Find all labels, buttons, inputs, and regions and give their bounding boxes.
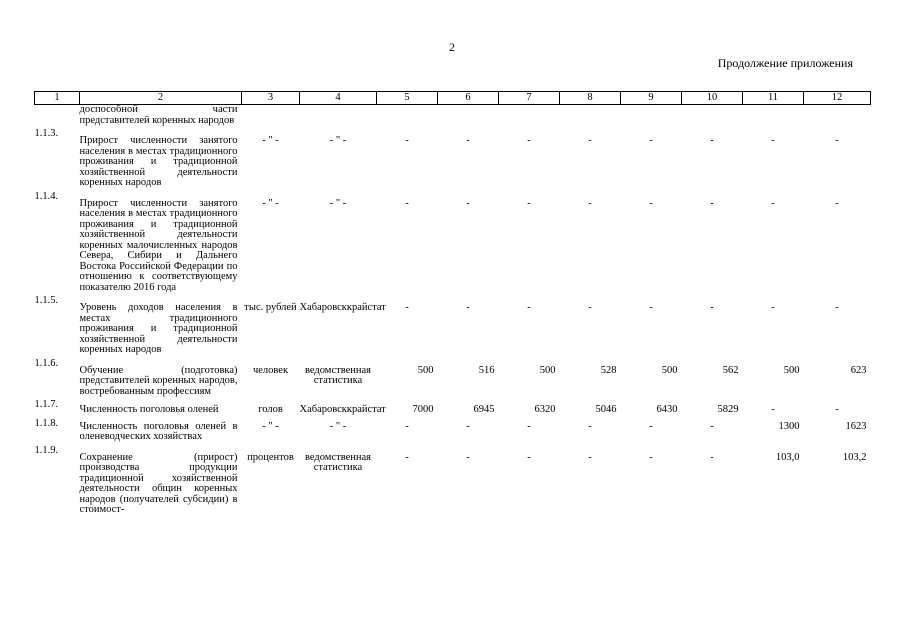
source-cell: [300, 105, 377, 127]
value-cell: -: [710, 302, 714, 313]
value-cell: -: [405, 197, 409, 209]
table-row: [35, 356, 871, 398]
value-cell: -: [588, 451, 592, 463]
header-cell: 3: [242, 92, 300, 105]
value-cell: 500: [539, 364, 556, 376]
indicator-name: Прирост численности занятого населения в местах традиционного проживания и традиционной хозяйственной деятельности коренных малочисленных народов Севера, Сибири и Дальнего Востока Российской Федерации по отношению к соответствующему показателю 2016 года: [79, 197, 238, 293]
source-cell: ведомственная статистика: [305, 451, 371, 473]
value-cell: -: [649, 135, 653, 146]
source-cell: ведомственная статистика: [305, 364, 371, 386]
row-number: 1.1.3.: [34, 128, 59, 139]
table-row: [35, 397, 871, 416]
value-cell: -: [835, 404, 839, 415]
row-number: [35, 105, 80, 127]
source-cell: - " -: [329, 197, 347, 209]
value-cell: 6945: [473, 404, 495, 415]
value-cell: -: [835, 302, 839, 313]
indicator-name: Численность поголовья оленей: [79, 404, 219, 415]
unit-cell: - " -: [262, 420, 279, 432]
row-number: 1.1.8.: [34, 417, 59, 429]
value-cell: 5829: [717, 404, 739, 415]
row-number: 1.1.4.: [34, 190, 59, 202]
table-row: [35, 416, 871, 443]
value-cell: 7000: [412, 404, 434, 415]
value-cell: 6430: [656, 404, 678, 415]
indicator-name: Прирост численности занятого населения в местах традиционного проживания и традиционной хозяйственной деятельности коренных народов: [79, 135, 238, 188]
value-cell: -: [710, 420, 714, 432]
value-cell: 623: [850, 364, 867, 376]
continuation-label: Продолжение приложения: [717, 56, 853, 70]
source-cell: Хабаровсккрайстат: [299, 404, 386, 415]
unit-cell: голов: [258, 404, 283, 415]
unit-cell: человек: [252, 364, 289, 376]
header-cell: 9: [621, 92, 682, 105]
value-cell: -: [649, 197, 653, 209]
value-cell: -: [527, 451, 531, 463]
value-cell: -: [405, 302, 409, 313]
value-cell: [377, 105, 438, 127]
value-cell: -: [527, 420, 531, 432]
value-cell: 1300: [778, 420, 800, 432]
value-cell: -: [405, 451, 409, 463]
value-cell: -: [405, 135, 409, 146]
table-row: [35, 105, 871, 127]
unit-cell: процентов: [247, 451, 294, 463]
indicator-table: [34, 91, 871, 516]
value-cell: -: [771, 404, 775, 415]
indicator-name: Численность поголовья оленей в оленеводческих хозяйствах: [79, 420, 238, 442]
indicator-name: Уровень доходов населения в местах традиционного проживания и традиционной хозяйственной деятельности коренных народов: [79, 302, 238, 355]
value-cell: -: [405, 420, 409, 432]
table-row: [35, 126, 871, 189]
value-cell: -: [710, 451, 714, 463]
value-cell: 5046: [595, 404, 617, 415]
value-cell: [743, 105, 804, 127]
header-cell: 4: [300, 92, 377, 105]
source-cell: - " -: [329, 420, 347, 432]
header-cell: 6: [438, 92, 499, 105]
value-cell: -: [710, 135, 714, 146]
table-row: [35, 293, 871, 356]
value-cell: 6320: [534, 404, 556, 415]
value-cell: 103,2: [842, 451, 867, 463]
value-cell: 500: [783, 364, 800, 376]
value-cell: 528: [600, 364, 617, 376]
value-cell: 500: [661, 364, 678, 376]
source-cell: Хабаровсккрайстат: [299, 302, 386, 313]
header-cell: 10: [682, 92, 743, 105]
table-header-row: [35, 92, 871, 105]
row-number: 1.1.5.: [34, 295, 59, 306]
value-cell: -: [771, 135, 775, 146]
value-cell: -: [527, 135, 531, 146]
value-cell: -: [771, 302, 775, 313]
value-cell: -: [588, 420, 592, 432]
unit-cell: - " -: [262, 197, 279, 209]
value-cell: -: [649, 302, 653, 313]
value-cell: [560, 105, 621, 127]
value-cell: -: [466, 135, 470, 146]
unit-cell: - " -: [262, 135, 279, 146]
value-cell: -: [649, 451, 653, 463]
value-cell: -: [466, 420, 470, 432]
value-cell: -: [466, 451, 470, 463]
indicator-name: Обучение (подготовка) представителей коренных народов, востребованным профессиям: [79, 364, 238, 397]
header-cell: 2: [80, 92, 242, 105]
value-cell: 103,0: [775, 451, 800, 463]
value-cell: -: [835, 135, 839, 146]
row-number: 1.1.7.: [34, 399, 59, 410]
header-cell: 7: [499, 92, 560, 105]
value-cell: 500: [417, 364, 434, 376]
page-number: 2: [449, 40, 455, 54]
header-cell: 1: [35, 92, 80, 105]
value-cell: 1623: [845, 420, 867, 432]
row-number: 1.1.9.: [34, 444, 59, 456]
value-cell: 562: [722, 364, 739, 376]
indicator-name: доспособной части представителей коренных народов: [79, 104, 238, 126]
value-cell: -: [649, 420, 653, 432]
header-cell: 5: [377, 92, 438, 105]
value-cell: [438, 105, 499, 127]
value-cell: 516: [478, 364, 495, 376]
header-cell: 11: [743, 92, 804, 105]
value-cell: [804, 105, 871, 127]
value-cell: -: [527, 302, 531, 313]
value-cell: -: [835, 197, 839, 209]
unit-cell: [242, 105, 300, 127]
value-cell: -: [527, 197, 531, 209]
value-cell: -: [588, 135, 592, 146]
header-cell: 8: [560, 92, 621, 105]
value-cell: -: [771, 197, 775, 209]
value-cell: [682, 105, 743, 127]
source-cell: - " -: [329, 135, 347, 146]
table-row: [35, 443, 871, 516]
row-number: 1.1.6.: [34, 357, 59, 369]
value-cell: [499, 105, 560, 127]
value-cell: -: [588, 197, 592, 209]
value-cell: [621, 105, 682, 127]
indicator-name: Сохранение (прирост) производства продукции традиционной хозяйственной деятельности общин коренных народов (получателей субсидии) в стоимост-: [79, 451, 238, 515]
value-cell: -: [710, 197, 714, 209]
value-cell: -: [588, 302, 592, 313]
value-cell: -: [466, 302, 470, 313]
header-cell: 12: [804, 92, 871, 105]
unit-cell: тыс. рублей: [244, 302, 297, 313]
value-cell: -: [466, 197, 470, 209]
table-row: [35, 189, 871, 294]
